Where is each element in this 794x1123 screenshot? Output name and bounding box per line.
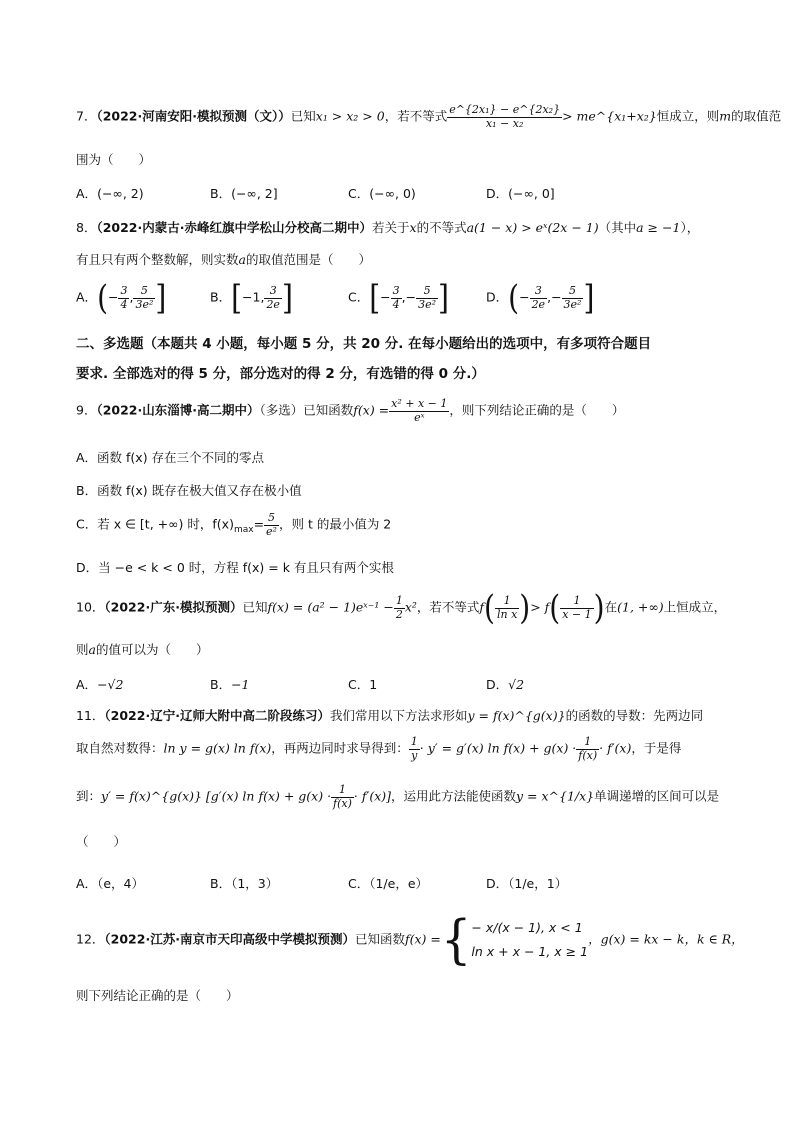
q8-var-x: x [409, 220, 417, 235]
frac-num: 5 [416, 285, 438, 299]
close-bracket: ] [438, 277, 449, 318]
q7-rhs: > me^{x₁+x₂} [562, 108, 657, 124]
option-label: C． [348, 289, 370, 305]
frac-den: ln x [496, 607, 518, 621]
frac-num: 3 [392, 283, 400, 297]
option-label: A． [76, 186, 98, 201]
option-value: −√2 [97, 677, 124, 692]
q8-stem-f: 的取值范围是（ ） [245, 252, 371, 267]
option-label: D． [486, 677, 509, 692]
q8-number: 8． [76, 220, 97, 235]
piecewise-row-1: − x/(x − 1), x < 1 [471, 920, 583, 936]
sign: − [551, 289, 562, 305]
option-frac [562, 285, 584, 311]
q11-frac-1 [409, 736, 420, 762]
piecewise-rows [471, 916, 588, 964]
option-value: （1/e，e） [369, 876, 429, 891]
option-text: ，则 t 的最小值为 2 [278, 516, 392, 532]
q7-condition: x₁ > x₂ > 0 [315, 108, 385, 124]
q8-stem-d: ）， [680, 220, 700, 235]
q11-form: y = f(x)^{g(x)} [467, 708, 566, 723]
frac-den: f(x) [333, 796, 352, 810]
q9-option-d[interactable]: D．当 −e < k < 0 时，方程 f(x) = k 有且只有两个实根 [76, 560, 394, 575]
option-label: D． [486, 186, 509, 201]
q7-option-a[interactable] [76, 184, 144, 202]
q8-stem: 若关于 [372, 220, 410, 235]
q10-stem-f: 的值可以为（ ） [95, 642, 209, 657]
q11-line2-a: 取自然对数得： [76, 740, 164, 756]
option-value: (−∞, 0] [508, 186, 555, 201]
option-value: (−∞, 2) [97, 186, 144, 201]
frac-num: 5 [562, 285, 584, 299]
q11-frac-2 [576, 736, 599, 762]
option-text: = [253, 516, 265, 532]
frac-num: 1 [331, 784, 354, 798]
option-frac [118, 285, 129, 311]
q9-option-a[interactable]: A．函数 f(x) 存在三个不同的零点 [76, 450, 265, 465]
q11-option-d[interactable] [486, 874, 567, 892]
option-label: A． [76, 677, 98, 692]
q10-source: （2022·广东·模拟预测） [104, 599, 243, 615]
q10-var-a: a [88, 642, 96, 657]
q9-number: 9． [76, 402, 97, 418]
frac-num: 1 [576, 736, 599, 750]
q11-line2 [76, 736, 681, 762]
q10-number: 10． [76, 599, 105, 615]
q11-line4: （ ） [76, 834, 127, 849]
q9-source: （2022·山东淄博·高二期中） [96, 402, 260, 418]
q8-line1 [76, 218, 699, 236]
frac-num: 1 [410, 735, 418, 748]
frac-num: 1 [560, 595, 593, 609]
option-value: （1/e，1） [508, 876, 568, 891]
open-bracket: [ [369, 277, 381, 318]
option-label: B． [210, 677, 232, 692]
q11-frac-3 [331, 784, 354, 810]
q12-number: 12． [76, 931, 105, 947]
q11-derivative: · y′ = g′(x) ln f(x) + g(x) · [419, 740, 577, 756]
q10-stem: 已知 [242, 599, 268, 615]
q8-stem-b: 的不等式 [416, 220, 467, 235]
frac-num: 3 [530, 285, 548, 299]
q10-line2 [76, 640, 208, 658]
q11-line3 [76, 784, 719, 810]
q10-frac-p [495, 595, 519, 621]
q10-line1 [76, 587, 727, 628]
option-value: (−∞, 2] [231, 186, 278, 201]
q10-half [394, 595, 405, 621]
q7-stem-c: 恒成立，则 [656, 108, 720, 124]
q11-source: （2022·辽宁·辽师大附中高二阶段练习） [104, 708, 330, 723]
q9-option-b[interactable]: B．函数 f(x) 既存在极大值又存在极小值 [76, 483, 302, 498]
q8-condition: a ≥ −1 [636, 220, 681, 235]
close-bracket: ] [155, 277, 167, 318]
q10-stem-c: 在 [604, 599, 618, 615]
option-value: 1 [369, 677, 378, 692]
q11-stem: 我们常用以下方法求形如 [329, 708, 468, 723]
close-bracket: ] [583, 277, 595, 318]
q9-fx: f(x) = [353, 402, 390, 418]
option-label: B． [210, 289, 232, 305]
q10-f: f [479, 599, 485, 615]
sign: − [519, 289, 530, 305]
option-label: A． [76, 289, 98, 305]
q8-line2 [76, 250, 371, 268]
q11-function: y = x^{1/x} [516, 788, 595, 804]
frac-den: 2 [395, 607, 403, 621]
option-label: A． [76, 876, 98, 891]
frac-den: 2e [531, 297, 546, 311]
option-value: −1 [231, 677, 250, 692]
q9-stem: （多选）已知函数 [259, 402, 354, 418]
q8-stem-c: （其中 [598, 220, 637, 235]
q12-gx: ，g(x) = kx − k，k ∈ R， [588, 931, 744, 947]
q11-option-a[interactable] [76, 874, 144, 892]
q12-source: （2022·江苏·南京市天印高级中学模拟预测） [104, 931, 355, 947]
q10-gt: > f [530, 599, 550, 615]
frac-den: 3e² [135, 297, 154, 311]
q7-number: 7． [76, 108, 97, 124]
q11-line2-b: ，再两边同时求导得到： [271, 740, 409, 756]
option-label: C． [348, 876, 370, 891]
q8-inequality: a(1 − x) > eˣ(2x − 1) [466, 220, 599, 235]
paren: ( [549, 587, 561, 628]
q8-stem-e: 有且只有两个整数解，则实数 [76, 252, 239, 267]
q8-source: （2022·内蒙古·赤峰红旗中学松山分校高二期中） [96, 220, 372, 235]
frac-num: 5 [133, 285, 155, 299]
paren: ) [519, 587, 531, 628]
q7-frac-den: x₁ − x₂ [485, 116, 524, 130]
option-value: (−∞, 0) [369, 186, 416, 201]
paren: ) [593, 587, 605, 628]
q10-x2: x² [404, 599, 417, 615]
option-label: D． [486, 876, 509, 891]
q7-option-b[interactable] [210, 184, 278, 202]
q12-line2: 则下列结论正确的是（ ） [76, 988, 239, 1003]
frac-den: 4 [120, 297, 128, 311]
frac-num: 1 [495, 595, 519, 609]
q12-fx: f(x) = [404, 931, 441, 947]
open-bracket: ( [508, 277, 520, 318]
q7-line1 [76, 104, 781, 130]
frac-num: 3 [120, 283, 128, 297]
q11-line3-a: 到： [76, 788, 102, 804]
q8-option-b[interactable]: B．[−1, $\frac{3}{2e}$ ] [210, 277, 293, 318]
option-frac [530, 285, 548, 311]
q7-var-m: m [719, 108, 732, 124]
option-value: √2 [508, 677, 525, 692]
open-bracket: [ [231, 277, 243, 318]
option-label: D． [486, 289, 509, 305]
q9-line1 [76, 398, 624, 424]
frac-num: 1 [395, 593, 403, 607]
frac-den: f(x) [578, 748, 598, 762]
q7-option-d[interactable] [486, 184, 555, 202]
option-text: C．若 x ∈ [t, +∞) 时，f(x) [76, 516, 234, 532]
q11-line1 [76, 706, 703, 724]
option-frac [133, 285, 155, 311]
q7-source: （2022·河南安阳·模拟预测（文）） [96, 108, 291, 124]
q11-number: 11． [76, 708, 105, 723]
max-subscript: max [233, 525, 254, 536]
q11-y-prime-rest: · f′(x)] [353, 788, 391, 804]
q7-line2: 围为（ ） [76, 152, 152, 167]
q7-option-c[interactable] [348, 184, 416, 202]
frac-den: x − 1 [562, 607, 592, 621]
q10-option-c[interactable] [348, 675, 377, 693]
q7-stem-b: ，若不等式 [384, 108, 448, 124]
option-label: C． [348, 186, 370, 201]
q11-ln-eq: ln y = g(x) ln f(x) [163, 740, 272, 756]
section-heading-line2: 要求. 全部选对的得 5 分，部分选对的得 2 分，有选错的得 0 分.） [76, 366, 485, 382]
frac-num: x² + x − 1 [391, 397, 448, 410]
q7-stem-d: 的取值范 [731, 108, 782, 124]
q10-stem-d: 上恒成立， [663, 599, 727, 615]
close-bracket: ] [281, 277, 293, 318]
q8-option-c[interactable]: C．[− $\frac{3}{4}$ ,− $\frac{5}{\text{3e²}}$ ] [348, 277, 449, 318]
frac-den: e² [266, 524, 277, 538]
option-value: （1，3） [231, 876, 279, 891]
frac-den: 4 [392, 297, 400, 311]
q9-option-c[interactable] [76, 512, 391, 538]
q10-stem-e: 则 [76, 642, 89, 657]
option-frac [264, 512, 279, 538]
q11-derivative-rest: · f′(x) [599, 740, 632, 756]
frac-num: 3 [264, 285, 282, 299]
q8-var-a: a [238, 252, 246, 267]
option-plain: −1 [242, 289, 261, 305]
open-bracket: ( [97, 277, 108, 318]
frac-den: eˣ [414, 410, 425, 424]
sign: − [108, 289, 119, 305]
q10-option-d[interactable] [486, 675, 524, 693]
q7-stem: 已知 [290, 108, 316, 124]
option-frac [264, 285, 282, 311]
q9-stem-b: ，则下列结论正确的是（ ） [449, 402, 625, 418]
q9-fraction [389, 398, 449, 424]
piecewise-brace: { [440, 909, 472, 971]
option-frac [391, 285, 402, 311]
option-frac [416, 285, 438, 311]
sign: − [380, 289, 391, 305]
q10-stem-b: ，若不等式 [416, 599, 480, 615]
frac-num: 5 [264, 512, 279, 526]
option-value: （e，4） [97, 876, 144, 891]
frac-den: 2e [266, 297, 280, 311]
q8-option-a[interactable]: A．(− $\frac{3}{4}$ , $\frac{5}{\text{3e²}}$ ] [76, 277, 167, 318]
piecewise-row-2: ln x + x − 1, x ≥ 1 [471, 944, 589, 959]
q8-option-d[interactable]: D．(− $\frac{3}{2e}$ ,− $\frac{5}{\text{3e²}}$ ] [486, 277, 595, 318]
frac-den: y [411, 748, 418, 762]
q7-fraction [447, 104, 562, 130]
q11-stem-b: 的函数的导数：先两边同 [565, 708, 704, 723]
frac-den: 3e² [563, 297, 582, 311]
q10-fx: f(x) = (a² − 1)eˣ⁻¹ − [267, 599, 394, 615]
q7-frac-num: e^{2x₁} − e^{2x₂} [449, 103, 561, 116]
q12-line1 [76, 909, 744, 971]
q11-line2-c: ，于是得 [631, 740, 682, 756]
option-label: B． [210, 876, 232, 891]
section-heading-line1: 二、多选题（本题共 4 小题，每小题 5 分，共 20 分. 在每小题给出的选项中，有多项符合题目 [76, 336, 652, 352]
q11-option-b[interactable] [210, 874, 278, 892]
q11-line3-b: ，运用此方法能使函数 [391, 788, 517, 804]
q10-interval: (1, +∞) [617, 599, 664, 615]
q10-option-b[interactable] [210, 675, 250, 693]
option-label: C． [348, 677, 370, 692]
frac-den: 3e² [418, 297, 437, 311]
q10-option-a[interactable] [76, 675, 123, 693]
sign: − [405, 289, 417, 305]
q10-frac-q [560, 595, 593, 621]
q11-y-prime: y′ = f(x)^{g(x)} [g′(x) ln f(x) + g(x) · [101, 788, 332, 804]
paren: ( [484, 587, 495, 628]
q12-stem: 已知函数 [354, 931, 405, 947]
q11-line3-c: 单调递增的区间可以是 [594, 788, 720, 804]
q11-option-c[interactable] [348, 874, 428, 892]
option-label: B． [210, 186, 232, 201]
